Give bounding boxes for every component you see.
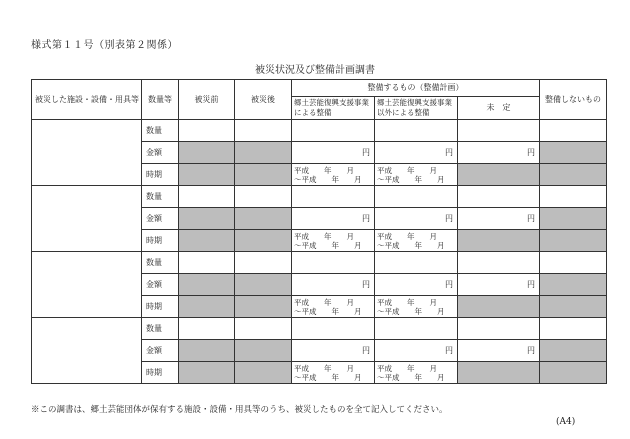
period-plan-support-cell[interactable]	[292, 230, 375, 252]
header-plan-support-project: 郷土芸能復興支援事業による整備	[292, 97, 375, 120]
amount-plan-support-cell[interactable]: 円	[292, 142, 375, 164]
row-label-period: 時期	[142, 296, 179, 318]
period-plan-support-cell[interactable]	[292, 164, 375, 186]
header-plan-other: 郷土芸能復興支援事業以外による整備	[375, 97, 458, 120]
period-plan-undecided-cell[interactable]	[458, 230, 540, 252]
quantity-plan-support-cell[interactable]	[292, 318, 375, 340]
quantity-plan-other-cell[interactable]	[375, 186, 458, 208]
amount-plan-undecided-cell[interactable]: 円	[458, 274, 540, 296]
period-plan-undecided-cell[interactable]	[458, 164, 540, 186]
period-before-cell[interactable]	[179, 362, 235, 384]
period-end-text: ～平成 年 月	[377, 174, 445, 184]
amount-plan-other-cell[interactable]: 円	[375, 142, 458, 164]
amount-after-cell[interactable]	[235, 142, 292, 164]
row-label-period: 時期	[142, 230, 179, 252]
amount-after-cell[interactable]	[235, 340, 292, 362]
amount-before-cell[interactable]	[179, 340, 235, 362]
amount-before-cell[interactable]	[179, 274, 235, 296]
amount-plan-support-cell[interactable]: 円	[292, 274, 375, 296]
period-before-cell[interactable]	[179, 164, 235, 186]
quantity-plan-other-cell[interactable]	[375, 120, 458, 142]
quantity-before-cell[interactable]	[179, 186, 235, 208]
row-label-period: 時期	[142, 362, 179, 384]
amount-after-cell[interactable]	[235, 274, 292, 296]
quantity-before-cell[interactable]	[179, 318, 235, 340]
period-start-text: 平成 年 月	[377, 231, 437, 241]
period-plan-support-cell[interactable]	[292, 296, 375, 318]
amount-plan-support-cell[interactable]: 円	[292, 208, 375, 230]
quantity-plan-undecided-cell[interactable]	[458, 120, 540, 142]
row-label-quantity: 数量	[142, 318, 179, 340]
quantity-not-planned-cell[interactable]	[540, 120, 607, 142]
period-start-text: 平成 年 月	[377, 363, 437, 373]
quantity-not-planned-cell[interactable]	[540, 186, 607, 208]
amount-before-cell[interactable]	[179, 142, 235, 164]
period-start-text: 平成 年 月	[294, 363, 354, 373]
row-label-quantity: 数量	[142, 186, 179, 208]
amount-after-cell[interactable]	[235, 208, 292, 230]
amount-plan-other-cell[interactable]: 円	[375, 208, 458, 230]
header-plan-group: 整備するもの（整備計画）	[292, 80, 540, 97]
quantity-plan-undecided-cell[interactable]	[458, 252, 540, 274]
quantity-plan-support-cell[interactable]	[292, 252, 375, 274]
period-not-planned-cell[interactable]	[540, 164, 607, 186]
quantity-after-cell[interactable]	[235, 186, 292, 208]
amount-not-planned-cell[interactable]	[540, 340, 607, 362]
period-after-cell[interactable]	[235, 362, 292, 384]
paper-size: (A4)	[556, 417, 576, 427]
amount-not-planned-cell[interactable]	[540, 142, 607, 164]
period-before-cell[interactable]	[179, 296, 235, 318]
quantity-plan-support-cell[interactable]	[292, 120, 375, 142]
amount-plan-other-cell[interactable]: 円	[375, 274, 458, 296]
quantity-after-cell[interactable]	[235, 252, 292, 274]
period-start-text: 平成 年 月	[294, 165, 354, 175]
form-number: 様式第１１号（別表第２関係）	[31, 40, 178, 51]
row-label-amount: 金額	[142, 274, 179, 296]
amount-plan-undecided-cell[interactable]: 円	[458, 340, 540, 362]
quantity-plan-support-cell[interactable]	[292, 186, 375, 208]
amount-not-planned-cell[interactable]	[540, 274, 607, 296]
amount-not-planned-cell[interactable]	[540, 208, 607, 230]
document-title: 被災状況及び整備計画調書	[255, 65, 375, 76]
period-not-planned-cell[interactable]	[540, 296, 607, 318]
period-plan-other-cell[interactable]	[375, 296, 458, 318]
amount-before-cell[interactable]	[179, 208, 235, 230]
quantity-plan-other-cell[interactable]	[375, 252, 458, 274]
period-end-text: ～平成 年 月	[294, 372, 362, 382]
header-plan-undecided: 未 定	[458, 97, 540, 120]
period-start-text: 平成 年 月	[377, 165, 437, 175]
period-after-cell[interactable]	[235, 164, 292, 186]
quantity-plan-undecided-cell[interactable]	[458, 186, 540, 208]
quantity-not-planned-cell[interactable]	[540, 252, 607, 274]
period-end-text: ～平成 年 月	[377, 306, 445, 316]
quantity-plan-undecided-cell[interactable]	[458, 318, 540, 340]
period-not-planned-cell[interactable]	[540, 230, 607, 252]
period-after-cell[interactable]	[235, 296, 292, 318]
header-before: 被災前	[179, 80, 235, 120]
amount-plan-support-cell[interactable]: 円	[292, 340, 375, 362]
quantity-before-cell[interactable]	[179, 252, 235, 274]
period-plan-other-cell[interactable]	[375, 230, 458, 252]
header-not-planned: 整備しないもの	[540, 80, 607, 120]
period-plan-other-cell[interactable]	[375, 362, 458, 384]
amount-plan-other-cell[interactable]: 円	[375, 340, 458, 362]
period-plan-undecided-cell[interactable]	[458, 362, 540, 384]
period-start-text: 平成 年 月	[294, 231, 354, 241]
quantity-before-cell[interactable]	[179, 120, 235, 142]
quantity-plan-other-cell[interactable]	[375, 318, 458, 340]
row-label-period: 時期	[142, 164, 179, 186]
quantity-after-cell[interactable]	[235, 120, 292, 142]
quantity-not-planned-cell[interactable]	[540, 318, 607, 340]
quantity-after-cell[interactable]	[235, 318, 292, 340]
period-after-cell[interactable]	[235, 230, 292, 252]
header-item: 被災した施設・設備・用具等	[32, 80, 142, 120]
item-name-cell[interactable]	[32, 186, 142, 252]
item-name-cell[interactable]	[32, 252, 142, 318]
amount-plan-undecided-cell[interactable]: 円	[458, 142, 540, 164]
period-start-text: 平成 年 月	[377, 297, 437, 307]
header-quantity: 数量等	[142, 80, 179, 120]
header-after: 被災後	[235, 80, 292, 120]
period-plan-support-cell[interactable]	[292, 362, 375, 384]
period-end-text: ～平成 年 月	[294, 240, 362, 250]
period-end-text: ～平成 年 月	[294, 174, 362, 184]
row-label-amount: 金額	[142, 142, 179, 164]
row-label-amount: 金額	[142, 208, 179, 230]
period-not-planned-cell[interactable]	[540, 362, 607, 384]
period-plan-undecided-cell[interactable]	[458, 296, 540, 318]
row-label-quantity: 数量	[142, 120, 179, 142]
period-end-text: ～平成 年 月	[377, 240, 445, 250]
period-before-cell[interactable]	[179, 230, 235, 252]
period-end-text: ～平成 年 月	[377, 372, 445, 382]
amount-plan-undecided-cell[interactable]: 円	[458, 208, 540, 230]
row-label-amount: 金額	[142, 340, 179, 362]
footnote: ※この調書は、郷土芸能団体が保有する施設・設備・用具等のうち、被災したものを全て記入してください。	[31, 405, 448, 415]
item-name-cell[interactable]	[32, 318, 142, 384]
period-end-text: ～平成 年 月	[294, 306, 362, 316]
period-plan-other-cell[interactable]	[375, 164, 458, 186]
row-label-quantity: 数量	[142, 252, 179, 274]
survey-table	[31, 79, 607, 384]
item-name-cell[interactable]	[32, 120, 142, 186]
period-start-text: 平成 年 月	[294, 297, 354, 307]
